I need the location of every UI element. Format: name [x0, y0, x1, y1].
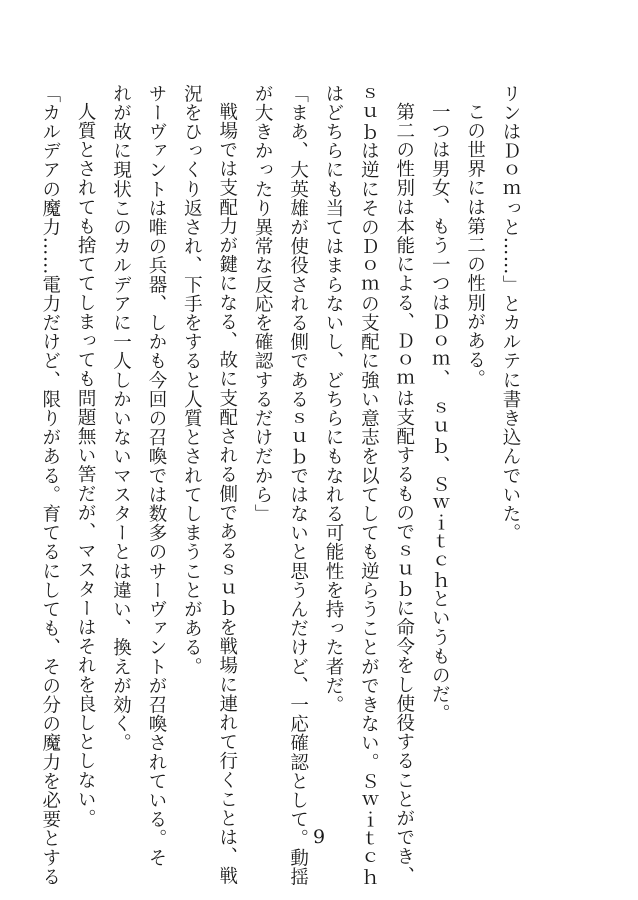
text-line: 第二の性別は本能による、Ｄｏｍは支配するものでｓｕｂに命令をし使役することができ、	[393, 102, 415, 886]
text-line: 「カルデアの魔力……電力だけど、限りがある。育てるにしても、その分の魔力を必要とする	[39, 84, 61, 887]
page-number: 9	[312, 826, 326, 848]
text-line: れが故に現状このカルデアに一人しかいないマスターとは違い、換えが効く。	[110, 84, 132, 753]
text-line: この世界には第二の性別がある。	[464, 102, 486, 389]
text-line: 一つは男女、もう一つはＤｏｍ、 ｓｕｂ、Ｓｗｉｔｃｈというものだ。	[429, 102, 451, 724]
text-line: ｓｕｂは逆にそのＤｏｍの支配に強い意志を以てしても逆らうことができない。Ｓｗｉｔｃｈ	[358, 84, 380, 887]
text-line: 「まあ、大英雄が使役される側であるｓｕｂではないと思うんだけど、一応確認として。動揺	[287, 84, 309, 887]
text-line: 況をひっくり返され、下手をすると人質とされてしまうことがある。	[181, 84, 203, 677]
vertical-text-block	[32, 84, 528, 887]
text-line: 人質とされても捨ててしまっても問題無い筈だが、マスターはそれを良しとしない。	[75, 102, 97, 828]
text-line: はどちらにも当てはまらないし、どちらにもなれる可能性を持った者だ。	[322, 84, 344, 715]
text-line: サーヴァントは唯の兵器、しかも今回の召喚では数多のサーヴァントが召喚されている。そ	[145, 84, 167, 868]
text-line: リンはＤｏｍっと……」とカルテに書き込んでいた。	[500, 84, 521, 543]
text-line: が大きかったり異常な反応を確認するだけだから」	[252, 84, 274, 524]
text-line: 戦場では支配力が鍵になる、故に支配される側であるｓｕｂを戦場に連れて行くことは、戦	[216, 102, 238, 886]
